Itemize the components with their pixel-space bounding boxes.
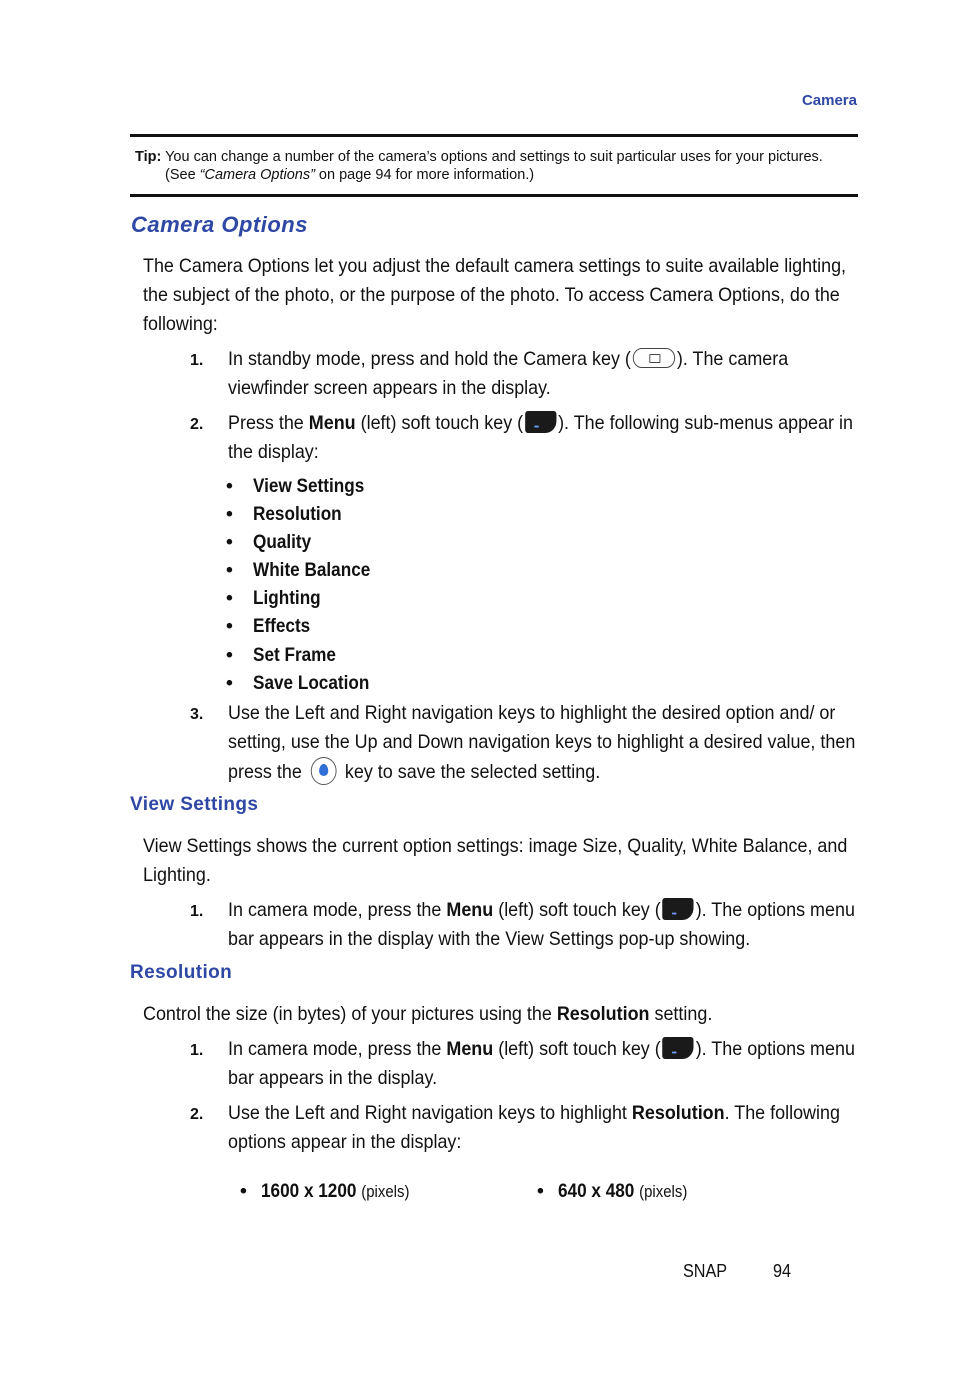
step-text: . The following options appear in the display: xyxy=(228,1102,840,1153)
step-text: ). The options menu bar appears in the display. xyxy=(228,1038,855,1089)
tip-box xyxy=(135,148,859,184)
running-header: Camera xyxy=(801,92,857,109)
tip-label: Tip: xyxy=(135,149,162,165)
setting-label: Resolution xyxy=(631,1102,725,1124)
step-text: ). The options menu bar appears in the display with the View Settings pop-up showing. xyxy=(228,899,855,950)
resolution-option: • 640 x 480 (pixels) xyxy=(537,1180,688,1202)
step-text: In camera mode, press the xyxy=(228,1038,447,1060)
tip-line2-post: on page 94 for more information.) xyxy=(314,167,535,183)
menu-softkey-icon xyxy=(663,898,694,920)
menu-softkey-icon xyxy=(525,411,556,433)
section-title-resolution: Resolution xyxy=(130,962,233,983)
step-number: 3. xyxy=(190,706,204,723)
page-number: 94 xyxy=(773,1261,792,1281)
menu-label: Menu xyxy=(446,1038,494,1060)
menu-label: Menu xyxy=(446,899,494,921)
menu-label: Menu xyxy=(308,412,356,434)
camera-options-intro: The Camera Options let you adjust the default camera settings to suite available lighting, the subject of the photo, or the purpose of the photo. To access Camera Options, do the following: xyxy=(143,255,847,335)
section-title-view-settings: View Settings xyxy=(130,794,259,815)
step-number: 1. xyxy=(190,1042,204,1059)
step-number: 1. xyxy=(190,352,204,369)
menu-softkey-icon xyxy=(663,1037,694,1059)
step-text: Use the Left and Right navigation keys to highlight xyxy=(228,1102,632,1124)
camera-key-icon xyxy=(633,348,675,368)
view-settings-intro: View Settings shows the current option settings: image Size, Quality, White Balance, and Lighting. xyxy=(143,835,848,886)
step-number: 2. xyxy=(190,416,204,433)
step-text: (left) soft touch key ( xyxy=(493,1038,661,1060)
step-text: ). The following sub-menus appear in the display: xyxy=(228,412,853,463)
step-text: Use the Left and Right navigation keys to highlight the desired option and/ or setting, use the Up and Down navigation keys to highlight a desired value, then press the xyxy=(228,702,856,783)
step-text: In camera mode, press the xyxy=(228,899,447,921)
resolution-intro: Control the size (in bytes) of your pictures using the Resolution setting. xyxy=(143,1003,713,1025)
step-text: ). The camera viewfinder screen appears in the display. xyxy=(228,348,789,399)
tip-line2-pre: (See xyxy=(165,167,200,183)
footer-product: SNAP xyxy=(683,1261,728,1281)
tip-crossref: “Camera Options” xyxy=(199,167,315,183)
step-number: 2. xyxy=(190,1106,204,1123)
step-text: (left) soft touch key ( xyxy=(355,412,524,434)
step-text: key to save the selected setting. xyxy=(339,761,601,783)
tip-top-rule xyxy=(130,134,858,137)
section-title-camera-options: Camera Options xyxy=(131,212,308,237)
step-text: (left) soft touch key ( xyxy=(493,899,661,921)
resolution-option: • 1600 x 1200 (pixels) xyxy=(240,1180,410,1202)
ok-key-icon xyxy=(310,757,336,785)
tip-line1: You can change a number of the camera’s options and settings to suit particular uses for your pictures. xyxy=(165,149,823,165)
step-text: In standby mode, press and hold the Camera key ( xyxy=(228,348,631,370)
step-text: Press the xyxy=(228,412,309,434)
step-number: 1. xyxy=(190,903,204,920)
tip-bottom-rule xyxy=(130,194,858,197)
